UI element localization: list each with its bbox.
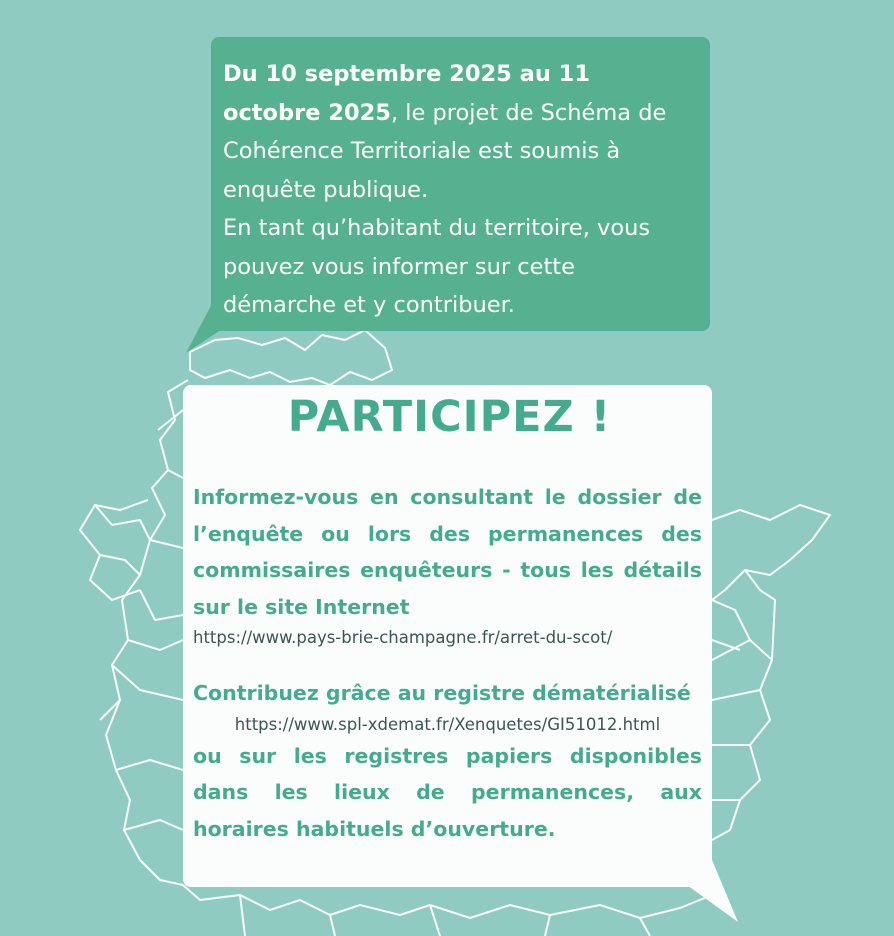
inform-url-link[interactable]: https://www.pays-brie-champagne.fr/arret-du-scot/	[193, 628, 613, 647]
paper-registers-paragraph: ou sur les registres papiers disponibles dans les lieux de permanences, aux horaires habituels d’ouverture.	[193, 743, 702, 841]
announcement-intro: , le projet de Schéma de Cohérence Territoriale est soumis à enquête publique.	[223, 99, 667, 203]
enquiry-dates: Du 10 septembre 2025 au 11 octobre 2025	[223, 61, 590, 126]
participate-title: PARTICIPEZ !	[287, 392, 612, 442]
contribute-url-link[interactable]: https://www.spl-xdemat.fr/Xenquetes/GI51012.html	[234, 714, 661, 734]
participate-bubble	[183, 385, 712, 887]
contribute-paragraph: Contribuez grâce au registre dématérialisé	[193, 681, 691, 705]
inform-paragraph: Informez-vous en consultant le dossier de l’enquête ou lors des permanences des commissaires enquêteurs - tous les détails sur le site Internet	[193, 485, 702, 619]
announcement-invitation: En tant qu’habitant du territoire, vous pouvez vous informer sur cette démarche et y contribuer.	[223, 215, 651, 318]
